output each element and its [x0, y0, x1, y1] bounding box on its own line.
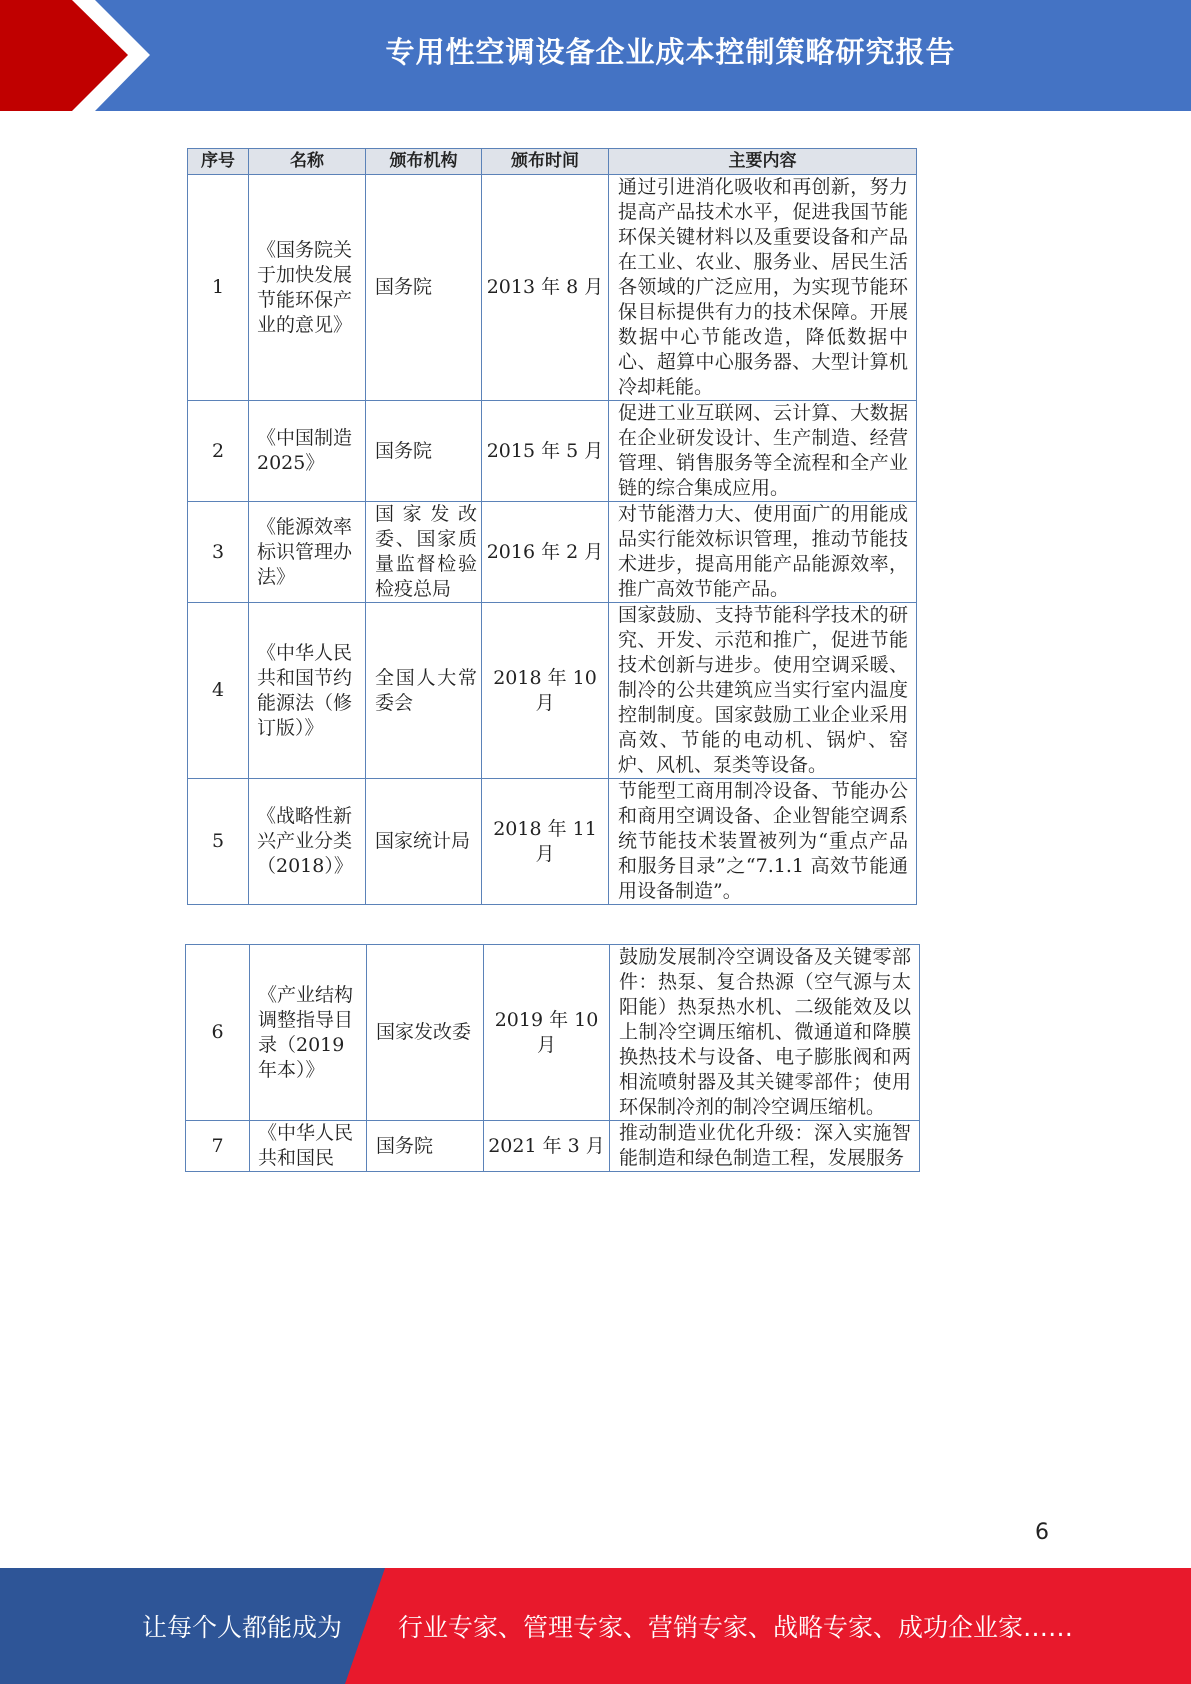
row-org: 国家统计局: [366, 779, 482, 905]
header-arrow-logo: [0, 0, 160, 111]
row-name: 《能源效率标识管理办法》: [249, 502, 366, 603]
row-content: 对节能潜力大、使用面广的用能成品实行能效标识管理，推动节能技术进步，提高用能产品能源效率，推广高效节能产品。: [609, 502, 917, 603]
row-org: 国务院: [366, 175, 482, 401]
row-index: 2: [188, 401, 249, 502]
table-row: [186, 945, 920, 1121]
report-title: 专用性空调设备企业成本控制策略研究报告: [385, 34, 956, 69]
table-row: [188, 502, 917, 603]
row-org: 全国人大常委会: [366, 603, 482, 779]
row-index: 1: [188, 175, 249, 401]
row-date: 2018 年 11 月: [482, 779, 609, 905]
table-row: [186, 1121, 920, 1172]
row-index: 4: [188, 603, 249, 779]
row-date: 2013 年 8 月: [482, 175, 609, 401]
row-name: 《中华人民共和国节约能源法（修订版）》: [249, 603, 366, 779]
row-content: 促进工业互联网、云计算、大数据在企业研发设计、生产制造、经营管理、销售服务等全流程和全产业链的综合集成应用。: [609, 401, 917, 502]
column-header-date: 颁布时间: [482, 149, 609, 175]
row-name: 《产业结构调整指导目录（2019年本）》: [250, 945, 367, 1121]
row-content: 推动制造业优化升级：深入实施智能制造和绿色制造工程，发展服务: [610, 1121, 920, 1172]
row-org: 国家发改委、国家质量监督检验检疫总局: [366, 502, 482, 603]
row-org: 国务院: [366, 401, 482, 502]
row-content: 鼓励发展制冷空调设备及关键零部件：热泵、复合热源（空气源与太阳能）热泵热水机、二级能效及以上制冷空调压缩机、微通道和降膜换热技术与设备、电子膨胀阀和两相流喷射器及其关键零部件；使用环保制冷剂的制冷空调压缩机。: [610, 945, 920, 1121]
row-date: 2016 年 2 月: [482, 502, 609, 603]
column-header-content: 主要内容: [609, 149, 917, 175]
table-row: [188, 175, 917, 401]
page-header: [0, 0, 1191, 111]
row-org: 国家发改委: [367, 945, 484, 1121]
column-header-org: 颁布机构: [366, 149, 482, 175]
row-name: 《中国制造2025》: [249, 401, 366, 502]
footer-slogan-left: 让每个人都能成为: [142, 1613, 343, 1642]
row-name: 《战略性新兴产业分类（2018）》: [249, 779, 366, 905]
column-header-index: 序号: [188, 149, 249, 175]
row-index: 5: [188, 779, 249, 905]
row-date: 2021 年 3 月: [484, 1121, 610, 1172]
table-row: [188, 779, 917, 905]
row-date: 2019 年 10 月: [484, 945, 610, 1121]
row-org: 国务院: [367, 1121, 484, 1172]
row-content: 通过引进消化吸收和再创新，努力提高产品技术水平，促进我国节能环保关键材料以及重要设备和产品在工业、农业、服务业、居民生活各领域的广泛应用，为实现节能环保目标提供有力的技术保障。开展数据中心节能改造，降低数据中心、超算中心服务器、大型计算机冷却耗能。: [609, 175, 917, 401]
row-name: 《中华人民共和国民: [250, 1121, 367, 1172]
page-number: 6: [1035, 1520, 1049, 1545]
footer-slogan-right: 行业专家、管理专家、营销专家、战略专家、成功企业家……: [398, 1613, 1074, 1642]
table-row: [188, 603, 917, 779]
row-content: 节能型工商用制冷设备、节能办公和商用空调设备、企业智能空调系统节能技术装置被列为“重点产品和服务目录”之“7.1.1 高效节能通用设备制造”。: [609, 779, 917, 905]
row-index: 7: [186, 1121, 250, 1172]
row-date: 2018 年 10 月: [482, 603, 609, 779]
row-index: 6: [186, 945, 250, 1121]
row-index: 3: [188, 502, 249, 603]
column-header-name: 名称: [249, 149, 366, 175]
row-date: 2015 年 5 月: [482, 401, 609, 502]
row-name: 《国务院关于加快发展节能环保产业的意见》: [249, 175, 366, 401]
table-row: [188, 401, 917, 502]
page-footer: [0, 1568, 1191, 1684]
policy-table-part-1: [187, 148, 917, 905]
table-header-row: [188, 149, 917, 175]
row-content: 国家鼓励、支持节能科学技术的研究、开发、示范和推广，促进节能技术创新与进步。使用空调采暖、制冷的公共建筑应当实行室内温度控制制度。国家鼓励工业企业采用高效、节能的电动机、锅炉、窑炉、风机、泵类等设备。: [609, 603, 917, 779]
policy-table-part-2: [185, 944, 920, 1172]
